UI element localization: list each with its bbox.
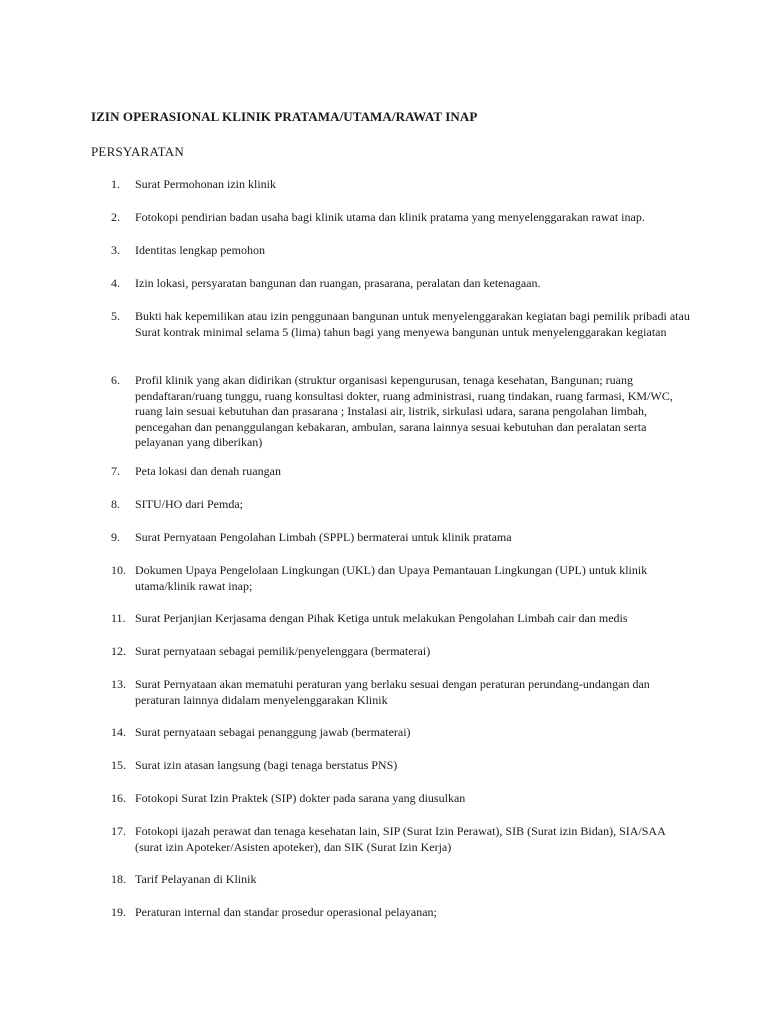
- list-item-number: 3.: [111, 243, 120, 257]
- list-item-number: 11.: [111, 611, 126, 625]
- list-item-text: Surat Pernyataan akan mematuhi peraturan yang berlaku sesuai dengan peraturan perundang-undangan dan peraturan lainnya didalam menyelenggarakan Klinik: [135, 677, 650, 707]
- list-item-number: 14.: [111, 725, 126, 739]
- list-item-number: 10.: [111, 563, 126, 577]
- section-heading: PERSYARATAN: [91, 144, 184, 159]
- list-item-text: Izin lokasi, persyaratan bangunan dan ruangan, prasarana, peralatan dan ketenagaan.: [135, 276, 541, 290]
- list-item-text: Bukti hak kepemilikan atau izin penggunaan bangunan untuk menyelenggarakan kegiatan bagi pemilik pribadi atau Surat kontrak minimal selama 5 (lima) tahun bagi yang menyewa bangunan untuk menyelenggarakan kegiatan: [135, 309, 690, 339]
- list-item-number: 12.: [111, 644, 126, 658]
- list-item-text: Surat izin atasan langsung (bagi tenaga berstatus PNS): [135, 758, 398, 772]
- list-item-text: Fotokopi pendirian badan usaha bagi klinik utama dan klinik pratama yang menyelenggarakan rawat inap.: [135, 210, 645, 224]
- list-item-text: Surat Perjanjian Kerjasama dengan Pihak Ketiga untuk melakukan Pengolahan Limbah cair dan medis: [135, 611, 628, 625]
- list-item-text: SITU/HO dari Pemda;: [135, 497, 243, 511]
- list-item-number: 19.: [111, 905, 126, 919]
- list-item-number: 2.: [111, 210, 120, 224]
- list-item-text: Fotokopi ijazah perawat dan tenaga kesehatan lain, SIP (Surat Izin Perawat), SIB (Surat izin Bidan), SIA/SAA (surat izin Apoteker/Asisten apoteker), dan SIK (Surat Izin Kerja): [135, 824, 666, 854]
- list-item-text: Surat Pernyataan Pengolahan Limbah (SPPL) bermaterai untuk klinik pratama: [135, 530, 512, 544]
- list-item-number: 4.: [111, 276, 120, 290]
- list-item-number: 18.: [111, 872, 126, 886]
- list-item-text: Peraturan internal dan standar prosedur operasional pelayanan;: [135, 905, 437, 919]
- list-item-number: 8.: [111, 497, 120, 511]
- list-item-number: 1.: [111, 177, 120, 191]
- list-item-number: 15.: [111, 758, 126, 772]
- list-item-text: Identitas lengkap pemohon: [135, 243, 265, 257]
- list-item-text: Peta lokasi dan denah ruangan: [135, 464, 281, 478]
- list-item-number: 9.: [111, 530, 120, 544]
- list-item-number: 16.: [111, 791, 126, 805]
- list-item-text: Surat Permohonan izin klinik: [135, 177, 276, 191]
- list-item-number: 7.: [111, 464, 120, 478]
- list-item-number: 6.: [111, 373, 120, 387]
- list-item-text: Surat pernyataan sebagai pemilik/penyelenggara (bermaterai): [135, 644, 431, 658]
- list-item-text: Profil klinik yang akan didirikan (struktur organisasi kepengurusan, tenaga kesehatan, Bangunan; ruang pendaftaran/ruang tunggu, ruang konsultasi dokter, ruang administrasi, ruang tindakan, ruang farmasi, KM/WC, ruang lain sesuai kebutuhan dan prasarana ; Instalasi air, listrik, sirkulasi udara, sarana pengolahan limbah, pencegahan dan penanggulangan kebakaran, ambulan, sarana lainnya sesuai kebutuhan dan peralatan serta pelayanan yang diberikan): [135, 373, 673, 449]
- list-item-text: Fotokopi Surat Izin Praktek (SIP) dokter pada sarana yang diusulkan: [135, 791, 466, 805]
- list-item-text: Tarif Pelayanan di Klinik: [135, 872, 257, 886]
- list-item-text: Surat pernyataan sebagai penanggung jawab (bermaterai): [135, 725, 411, 739]
- list-item-text: Dokumen Upaya Pengelolaan Lingkungan (UKL) dan Upaya Pemantauan Lingkungan (UPL) untuk klinik utama/klinik rawat inap;: [135, 563, 648, 593]
- list-item-number: 17.: [111, 824, 126, 838]
- document-title: IZIN OPERASIONAL KLINIK PRATAMA/UTAMA/RAWAT INAP: [91, 109, 478, 124]
- list-item-number: 5.: [111, 309, 120, 323]
- list-item-number: 13.: [111, 677, 126, 691]
